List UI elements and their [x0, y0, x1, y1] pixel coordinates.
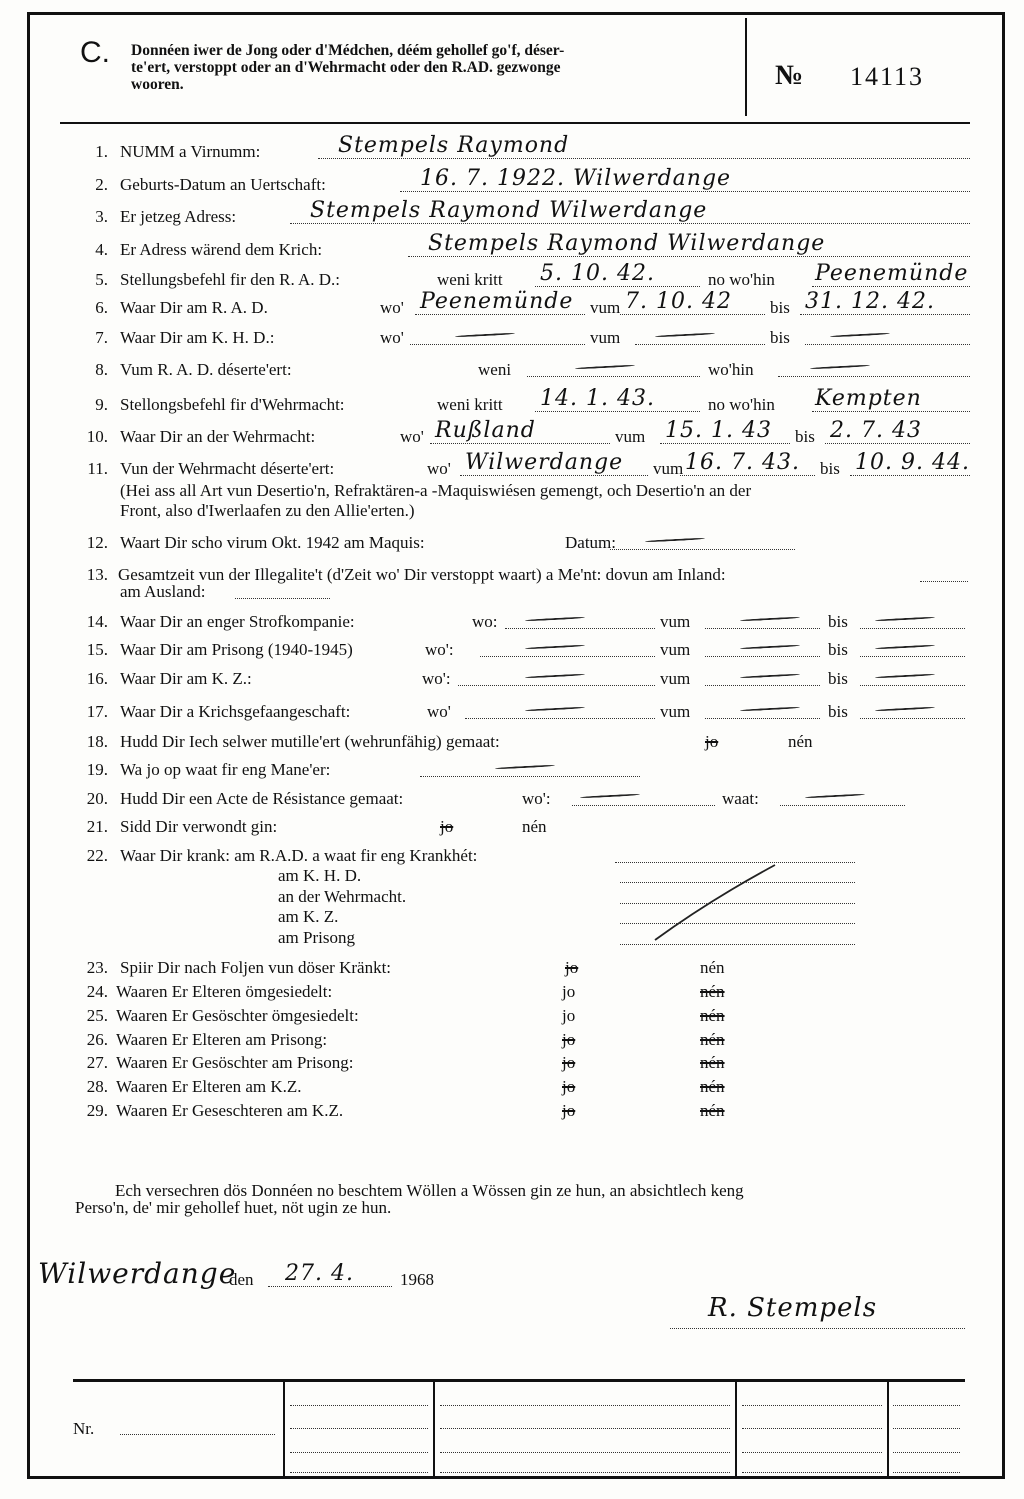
footer-cell-line[interactable] — [290, 1405, 428, 1406]
answer-field[interactable] — [290, 223, 970, 224]
place-field[interactable] — [812, 286, 970, 287]
item-label: Waaren Er Elteren ömgesiedelt: — [116, 982, 333, 1001]
item-number: 3. — [95, 207, 108, 226]
footer-cell-line[interactable] — [893, 1472, 960, 1473]
from-date-field[interactable] — [680, 475, 815, 476]
from-date-field[interactable] — [705, 628, 820, 629]
section-title — [131, 42, 564, 93]
from-date-field[interactable] — [705, 718, 820, 719]
manner-field[interactable] — [420, 776, 640, 777]
from-date-field[interactable] — [705, 685, 820, 686]
footer-rule — [73, 1379, 965, 1382]
item-number: 27. — [86, 1053, 108, 1072]
title-line: te'ert, verstoppt oder an d'Wehrmacht oder den R.AD. gezwonge — [131, 59, 561, 76]
dash-mark — [740, 673, 800, 678]
dash-mark — [740, 706, 800, 711]
place-field[interactable] — [572, 805, 715, 806]
field-label: vum — [653, 459, 684, 478]
date-field[interactable] — [610, 549, 795, 550]
item-number: 22. — [86, 846, 108, 865]
dash-mark — [655, 332, 715, 337]
date-field[interactable] — [527, 376, 700, 377]
dash-mark — [575, 364, 635, 369]
item-label: Waaren Er Elteren am K.Z. — [116, 1077, 302, 1096]
item-label: Hudd Dir een Acte de Résistance gemaat: — [120, 789, 404, 808]
footer-cell-line[interactable] — [290, 1472, 428, 1473]
item-label: Waar Dir an enger Strofkompanie: — [120, 612, 355, 631]
field-label: bis — [828, 702, 848, 721]
dash-mark — [455, 332, 515, 337]
item-number: 1. — [95, 142, 108, 161]
header-divider — [745, 18, 747, 116]
field-label: bis — [828, 669, 848, 688]
item-number: 26. — [86, 1030, 108, 1049]
item-label: Waar Dir a Krichsgefaangeschaft: — [120, 702, 351, 721]
border-bottom — [27, 1476, 1005, 1479]
footer-cell-line[interactable] — [290, 1452, 428, 1453]
field-label: vum — [615, 427, 646, 446]
item-label: Waart Dir scho virum Okt. 1942 am Maquis: — [120, 533, 425, 552]
footer-cell-line[interactable] — [440, 1428, 730, 1429]
from-date-field[interactable] — [705, 656, 820, 657]
item-label: Waar Dir am R. A. D. — [120, 298, 268, 317]
item-label: Waaren Er Gesöschter ömgesiedelt: — [116, 1006, 359, 1025]
place-field[interactable] — [415, 314, 585, 315]
dash-mark — [875, 616, 935, 621]
item-number: 19. — [86, 760, 108, 779]
item-label: NUMM a Virnumm: — [120, 142, 261, 161]
signature-line[interactable] — [670, 1328, 965, 1329]
answer-field[interactable] — [318, 158, 970, 159]
place-field[interactable] — [812, 411, 970, 412]
field-label: vum — [660, 640, 691, 659]
date-field[interactable] — [268, 1286, 392, 1287]
item-label: Stellungsbefehl fir den R. A. D.: — [120, 270, 341, 289]
item-number: 13. — [86, 565, 108, 584]
item-label: Sidd Dir verwondt gin: — [120, 817, 278, 836]
handwritten-answer: Peenemünde — [420, 289, 574, 314]
place-field[interactable] — [410, 344, 585, 345]
dash-mark — [875, 706, 935, 711]
option-jo: jo — [562, 1006, 576, 1025]
item-label: Geburts-Datum an Uertschaft: — [120, 175, 326, 194]
title-line: wooren. — [131, 76, 184, 93]
item-number: 14. — [86, 612, 108, 631]
dash-mark — [580, 793, 640, 798]
date-field[interactable] — [535, 286, 700, 287]
item-label: Waar Dir krank: am R.A.D. a waat fir eng Krankhét: — [120, 846, 478, 865]
option-jo: jo — [562, 1030, 576, 1049]
field-label: vum — [660, 669, 691, 688]
item-label: Waaren Er Geseschteren am K.Z. — [116, 1101, 344, 1120]
field-label: vum — [590, 298, 621, 317]
from-date-field[interactable] — [635, 344, 765, 345]
option-jo: jo — [565, 958, 579, 977]
handwritten-answer: Stempels Raymond Wilwerdange — [428, 231, 826, 256]
inland-field[interactable] — [920, 581, 968, 582]
answer-field[interactable] — [408, 256, 970, 257]
field-label: wo' — [380, 298, 404, 317]
border-right — [1002, 12, 1005, 1479]
declaration-line: Ech versechren dös Donnéen no beschtem Wöllen a Wössen gin ze hun, an absichtlech keng — [115, 1181, 744, 1200]
item-number: 20. — [86, 789, 108, 808]
item-number: 15. — [86, 640, 108, 659]
signature: R. Stempels — [708, 1293, 878, 1323]
field-label: weni kritt — [437, 395, 503, 414]
item-number: 4. — [95, 240, 108, 259]
option-jo: jo — [562, 1101, 576, 1120]
dash-mark — [525, 644, 585, 649]
handwritten-answer: Rußland — [435, 418, 536, 443]
field-label: vum — [590, 328, 621, 347]
to-date-field[interactable] — [805, 344, 970, 345]
item-number: 24. — [86, 982, 108, 1001]
option-nen: nén — [700, 1077, 725, 1096]
field-label: wo' — [427, 702, 451, 721]
item-number: 7. — [95, 328, 108, 347]
den-label: den — [229, 1270, 254, 1289]
field-label: am Ausland: — [120, 582, 206, 601]
from-date-field[interactable] — [660, 443, 790, 444]
handwritten-answer: 15. 1. 43 — [665, 418, 772, 443]
dash-mark — [525, 673, 585, 678]
signing-place: Wilwerdange — [38, 1257, 237, 1290]
footer-col-divider — [887, 1380, 889, 1476]
footer-col-divider — [433, 1380, 435, 1476]
field-label: Datum: — [565, 533, 616, 552]
field-label: bis — [770, 328, 790, 347]
handwritten-answer: 2. 7. 43 — [830, 418, 922, 443]
note-text: (Hei ass all Art vun Desertio'n, Refraktären-a -Maquiswiésen gemengt, och Desertio'n an der — [120, 481, 752, 500]
to-date-field[interactable] — [850, 475, 970, 476]
section-letter: C. — [80, 36, 110, 69]
number-sign: № — [775, 60, 804, 91]
border-top — [27, 12, 1004, 15]
footer-cell-line[interactable] — [290, 1428, 428, 1429]
handwritten-answer: Kempten — [815, 386, 922, 411]
nr-field[interactable] — [120, 1434, 275, 1435]
item-number: 5. — [95, 270, 108, 289]
footer-cell-line[interactable] — [893, 1428, 960, 1429]
note-text: Front, also d'Iwerlaafen zu den Allie'erten.) — [120, 501, 415, 520]
item-number: 12. — [86, 533, 108, 552]
footer-cell-line[interactable] — [742, 1405, 882, 1406]
option-nen: nén — [700, 958, 725, 977]
item-number: 11. — [87, 459, 108, 478]
dash-mark — [875, 673, 935, 678]
item-label: Er Adress wärend dem Krich: — [120, 240, 323, 259]
item-number: 6. — [95, 298, 108, 317]
to-date-field[interactable] — [860, 656, 965, 657]
sub-label: am K. Z. — [278, 907, 339, 926]
sub-label: am Prisong — [278, 927, 355, 947]
item-number: 8. — [95, 360, 108, 379]
handwritten-answer: Stempels Raymond Wilwerdange — [310, 198, 708, 223]
field-label: wo' — [427, 459, 451, 478]
field-label: bis — [820, 459, 840, 478]
item-label: Wa jo op waat fir eng Mane'er: — [120, 760, 331, 779]
field-label: vum — [660, 612, 691, 631]
item-label: Waaren Er Gesöschter am Prisong: — [116, 1053, 354, 1072]
field-label: no wo'hin — [708, 395, 775, 414]
item-number: 25. — [86, 1006, 108, 1025]
option-jo: jo — [562, 1053, 576, 1072]
item-number: 21. — [86, 817, 108, 836]
place-field[interactable] — [430, 443, 610, 444]
option-jo: jo — [705, 732, 719, 751]
option-nen: nén — [700, 1030, 725, 1049]
handwritten-answer: Peenemünde — [815, 261, 969, 286]
dash-mark — [645, 537, 705, 542]
handwritten-answer: 16. 7. 1922. Wilwerdange — [420, 166, 732, 191]
footer-cell-line[interactable] — [742, 1428, 882, 1429]
date-field[interactable] — [535, 411, 700, 412]
option-jo: jo — [562, 982, 576, 1001]
handwritten-answer: Wilwerdange — [465, 450, 624, 475]
option-nen: nén — [700, 982, 725, 1001]
dash-mark — [740, 616, 800, 621]
item-label: Gesamtzeit vun der Illegalite't (d'Zeit wo' Dir verstoppt waart) a Me'nt: dovun am Inland: — [118, 565, 726, 584]
form-number: 14113 — [850, 62, 925, 91]
place-field[interactable] — [505, 628, 655, 629]
signing-year: 1968 — [400, 1270, 434, 1289]
dash-mark — [875, 644, 935, 649]
footer-cell-line[interactable] — [893, 1452, 960, 1453]
item-label: Stellongsbefehl fir d'Wehrmacht: — [120, 395, 345, 414]
header-rule — [60, 122, 970, 124]
item-number: 16. — [86, 669, 108, 688]
item-label: Spiir Dir nach Foljen vun döser Kränkt: — [120, 958, 392, 977]
footer-cell-line[interactable] — [440, 1405, 730, 1406]
item-number: 29. — [86, 1101, 108, 1120]
item-label: Waar Dir an der Wehrmacht: — [120, 427, 316, 446]
place-field[interactable] — [458, 685, 655, 686]
dash-mark — [495, 764, 555, 769]
option-jo: jo — [562, 1077, 576, 1096]
handwritten-answer: 16. 7. 43. — [685, 450, 800, 475]
footer-cell-line[interactable] — [440, 1472, 730, 1473]
option-nen: nén — [700, 1006, 725, 1025]
handwritten-answer: Stempels Raymond — [338, 133, 570, 158]
option-nen: nén — [522, 817, 547, 836]
option-nen: nén — [700, 1053, 725, 1072]
place-field[interactable] — [778, 376, 970, 377]
item-number: 17. — [86, 702, 108, 721]
item-number: 28. — [86, 1077, 108, 1096]
field-label: vum — [660, 702, 691, 721]
footer-cell-line[interactable] — [742, 1472, 882, 1473]
dash-mark — [525, 616, 585, 621]
to-date-field[interactable] — [860, 628, 965, 629]
to-date-field[interactable] — [860, 718, 965, 719]
answer-field[interactable] — [400, 191, 970, 192]
item-label: Vum R. A. D. déserte'ert: — [120, 360, 292, 379]
item-label: Waar Dir am K. Z.: — [120, 669, 252, 688]
signing-date: 27. 4. — [285, 1261, 354, 1286]
field-label: bis — [828, 640, 848, 659]
field-label: wo: — [472, 612, 498, 631]
handwritten-answer: 10. 9. 44. — [855, 450, 970, 475]
dash-mark — [525, 706, 585, 711]
dash-mark — [810, 364, 870, 369]
dash-mark — [830, 332, 890, 337]
field-label: waat: — [722, 789, 759, 808]
slash-mark — [650, 860, 780, 945]
item-label: Hudd Dir Iech selwer mutille'ert (wehrunfähig) gemaat: — [120, 732, 500, 751]
dash-mark — [740, 644, 800, 649]
handwritten-answer: 14. 1. 43. — [540, 386, 655, 411]
what-field[interactable] — [780, 805, 905, 806]
field-label: no wo'hin — [708, 270, 775, 289]
option-nen: nén — [788, 732, 813, 751]
footer-col-divider — [283, 1380, 285, 1476]
field-label: bis — [795, 427, 815, 446]
from-date-field[interactable] — [620, 314, 765, 315]
field-label: wo' — [400, 427, 424, 446]
footer-cell-line[interactable] — [440, 1452, 730, 1453]
item-label: Waar Dir am K. H. D.: — [120, 328, 275, 347]
handwritten-answer: 5. 10. 42. — [540, 261, 655, 286]
item-label: Vun der Wehrmacht déserte'ert: — [120, 459, 335, 478]
option-jo: jo — [440, 817, 454, 836]
field-label: wo': — [422, 669, 451, 688]
field-label: wo'hin — [708, 360, 754, 379]
sub-label: an der Wehrmacht. — [278, 886, 407, 906]
item-number: 18. — [86, 732, 108, 751]
place-field[interactable] — [465, 718, 655, 719]
sub-label: am K. H. D. — [278, 866, 362, 885]
item-number: 9. — [95, 395, 108, 414]
option-nen: nén — [700, 1101, 725, 1120]
place-field[interactable] — [460, 475, 648, 476]
handwritten-answer: 31. 12. 42. — [805, 289, 935, 314]
field-label: bis — [770, 298, 790, 317]
title-line: Donnéen iwer de Jong oder d'Médchen, déém gehollef go'f, déser- — [131, 42, 565, 59]
item-number: 23. — [86, 958, 108, 977]
nr-label: Nr. — [73, 1419, 95, 1438]
to-date-field[interactable] — [825, 443, 970, 444]
to-date-field[interactable] — [800, 314, 970, 315]
footer-cell-line[interactable] — [893, 1405, 960, 1406]
footer-cell-line[interactable] — [742, 1452, 882, 1453]
field-label: weni kritt — [437, 270, 503, 289]
handwritten-answer: 7. 10. 42 — [625, 289, 732, 314]
item-label: Waaren Er Elteren am Prisong: — [116, 1030, 328, 1049]
field-label: wo': — [425, 640, 454, 659]
item-number: 2. — [95, 175, 108, 194]
dash-mark — [805, 793, 865, 798]
field-label: wo' — [380, 328, 404, 347]
field-label: wo': — [522, 789, 551, 808]
declaration-line: Perso'n, de' mir gehollef huet, nöt ugin ze hun. — [75, 1198, 392, 1217]
field-label: bis — [828, 612, 848, 631]
field-label: weni — [478, 360, 512, 379]
footer-col-divider — [735, 1380, 737, 1476]
item-number: 10. — [86, 427, 108, 446]
abroad-field[interactable] — [235, 598, 330, 599]
item-label: Er jetzeg Adress: — [120, 207, 237, 226]
item-label: Waar Dir am Prisong (1940-1945) — [120, 640, 353, 659]
place-field[interactable] — [480, 656, 655, 657]
to-date-field[interactable] — [860, 685, 965, 686]
border-left — [27, 12, 30, 1479]
